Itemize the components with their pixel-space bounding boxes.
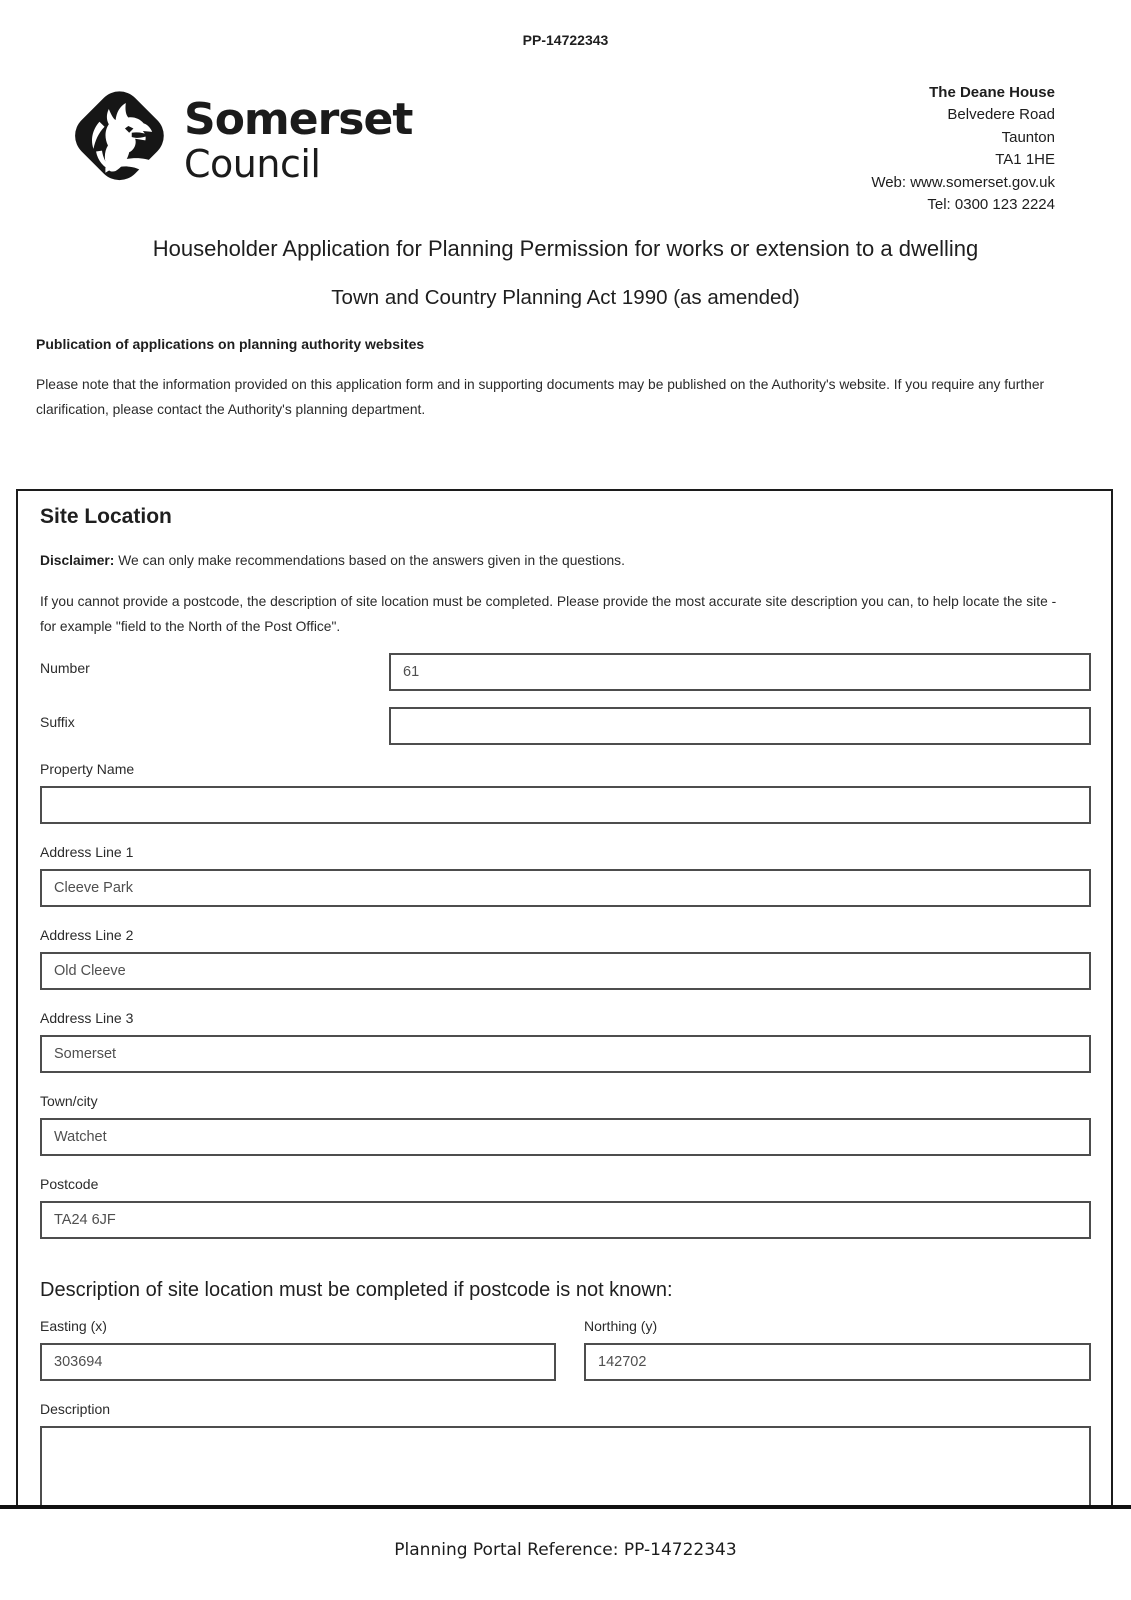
field-northing: [584, 1318, 1091, 1381]
number-input[interactable]: [389, 653, 1091, 691]
postcode-input[interactable]: [40, 1201, 1091, 1239]
description-requirement-heading: Description of site location must be completed if postcode is not known:: [40, 1279, 673, 1301]
address-line-1-label: Address Line 1: [40, 844, 134, 860]
easting-input[interactable]: [40, 1343, 556, 1381]
document-subtitle: Town and Country Planning Act 1990 (as amended): [331, 286, 800, 309]
field-row-address-line-1: [40, 844, 1091, 907]
address-web: Web: www.somerset.gov.uk: [871, 173, 1055, 191]
field-row-description: [40, 1401, 1091, 1505]
description-label: Description: [40, 1401, 111, 1417]
address-line: Taunton: [1001, 128, 1055, 146]
disclaimer-label: Disclaimer:: [40, 553, 115, 568]
address-line-3-input[interactable]: [40, 1035, 1091, 1073]
postcode-label: Postcode: [40, 1176, 99, 1192]
northing-label: Northing (y): [584, 1318, 658, 1334]
suffix-label: Suffix: [40, 714, 75, 730]
logo-council: Council: [184, 141, 321, 186]
disclaimer-body: We can only make recommendations based on the answers given in the questions.: [114, 553, 625, 568]
publication-body: Please note that the information provided on this application form and in supporting documents may be published on the Authority's website. If you require any further clarification, please contact the Authority's planning department.: [36, 377, 1045, 417]
field-easting: [40, 1318, 556, 1381]
site-location-section: [16, 489, 1113, 1505]
planning-portal-reference: Planning Portal Reference: PP-14722343: [394, 1540, 737, 1560]
address-fields: [40, 653, 1091, 1239]
address-postcode: TA1 1HE: [995, 151, 1055, 169]
header: [68, 84, 1055, 216]
logo-wordmark: [184, 93, 413, 186]
site-location-heading: Site Location: [40, 505, 172, 528]
authority-address-block: [871, 82, 1055, 216]
field-row-suffix: [40, 707, 1091, 745]
somerset-council-logo: [68, 84, 412, 190]
address-line-3-label: Address Line 3: [40, 1010, 134, 1026]
property-name-input[interactable]: [40, 786, 1091, 824]
number-label: Number: [40, 660, 90, 676]
field-row-town-city: [40, 1093, 1091, 1156]
disclaimer-text: [40, 553, 1091, 568]
address-line-1-input[interactable]: [40, 869, 1091, 907]
field-row-address-line-3: [40, 1010, 1091, 1073]
address-tel: Tel: 0300 123 2224: [927, 196, 1055, 214]
field-row-postcode: [40, 1176, 1091, 1239]
logo-somerset: Somerset: [184, 93, 413, 145]
coordinates-row: [40, 1318, 1091, 1381]
town-city-input[interactable]: [40, 1118, 1091, 1156]
field-row-address-line-2: [40, 927, 1091, 990]
application-reference: PP-14722343: [522, 32, 609, 48]
easting-label: Easting (x): [40, 1318, 107, 1334]
field-row-number: [40, 653, 1091, 691]
suffix-input[interactable]: [389, 707, 1091, 745]
northing-input[interactable]: [584, 1343, 1091, 1381]
dragon-logo-icon: [68, 84, 170, 190]
property-name-label: Property Name: [40, 761, 135, 777]
site-location-intro: If you cannot provide a postcode, the description of site location must be completed. Please provide the most accurate site description you can, to help locate the site - for example "field to the North of the Post Office".: [40, 594, 1057, 634]
publication-heading: Publication of applications on planning authority websites: [36, 336, 425, 352]
document-title: Householder Application for Planning Permission for works or extension to a dwelling: [152, 236, 979, 261]
description-textarea[interactable]: [40, 1426, 1091, 1505]
field-row-property-name: [40, 761, 1091, 824]
address-name: The Deane House: [929, 84, 1055, 101]
address-line-2-input[interactable]: [40, 952, 1091, 990]
address-line: Belvedere Road: [947, 106, 1055, 124]
address-line-2-label: Address Line 2: [40, 927, 134, 943]
town-city-label: Town/city: [40, 1093, 98, 1109]
page-separator: [0, 1505, 1131, 1509]
